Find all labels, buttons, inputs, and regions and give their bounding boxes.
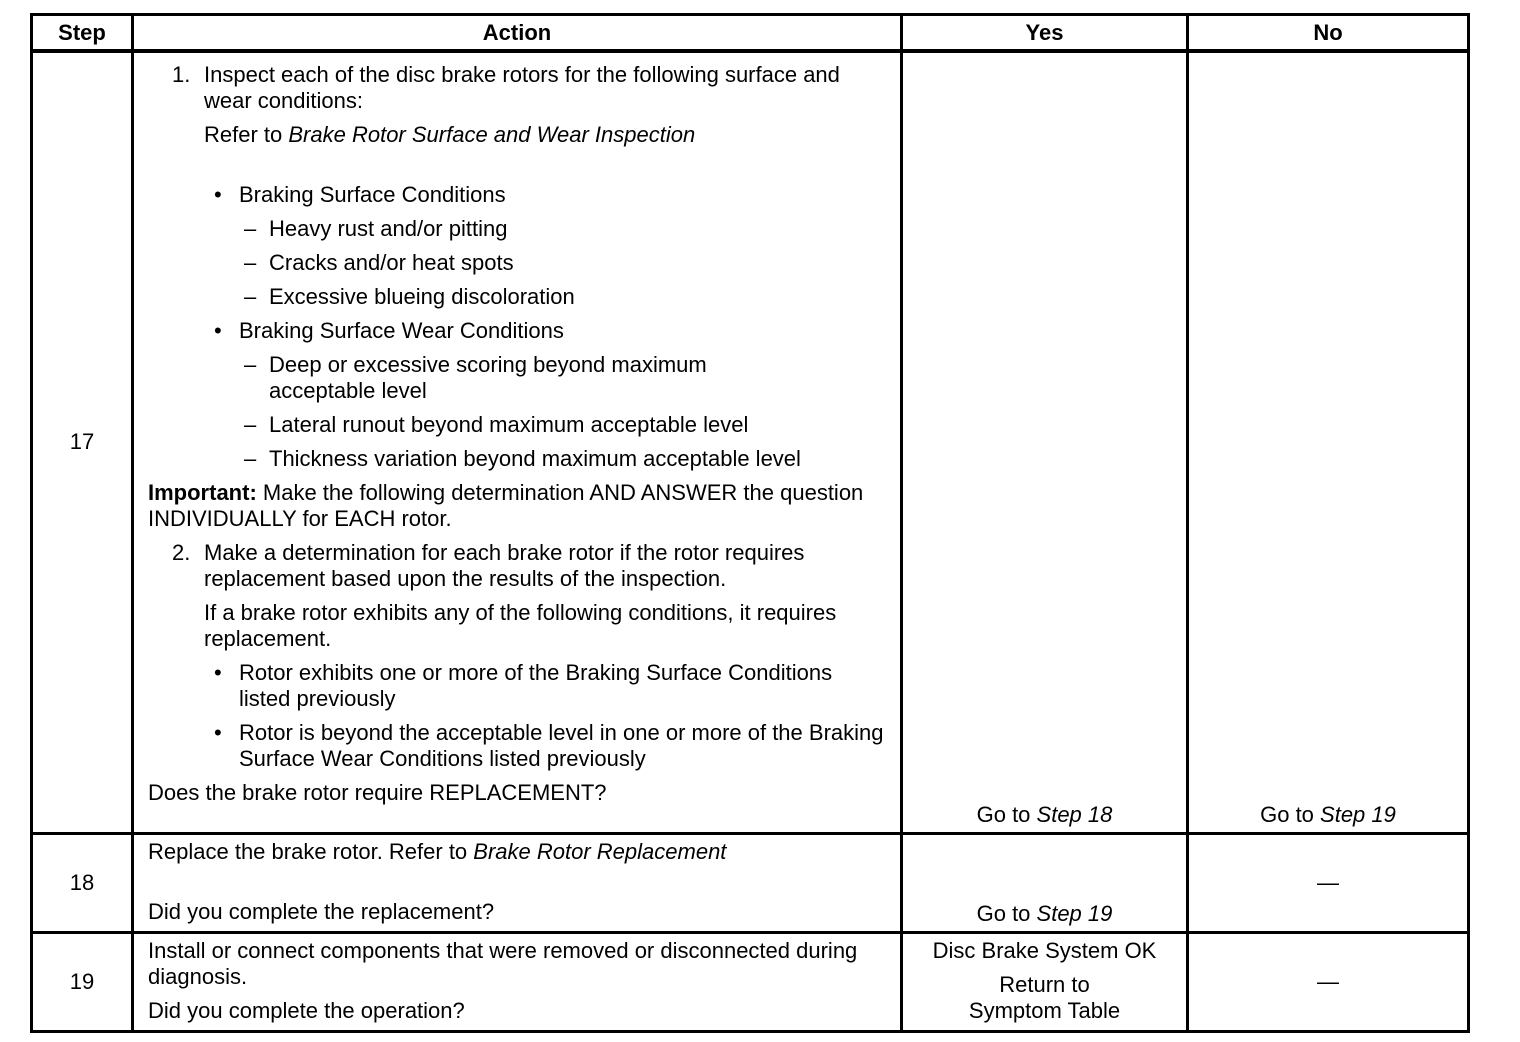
step-number: 18	[32, 833, 133, 932]
item-2-sub: If a brake rotor exhibits any of the following conditions, it requires replacement.	[204, 600, 837, 651]
bullet-text: Braking Surface Conditions	[239, 182, 506, 207]
important-text: Make the following determination AND ANSWER the question INDIVIDUALLY for EACH rotor.	[148, 480, 864, 531]
diagnostic-table	[30, 13, 1470, 1033]
yes-cell	[902, 51, 1188, 833]
action-cell	[133, 51, 902, 833]
dash-icon: –	[244, 446, 257, 471]
list-item-text: Deep or excessive scoring beyond maximum acceptable level	[269, 352, 707, 403]
dash-icon: –	[244, 216, 257, 241]
action-prefix: Replace the brake rotor. Refer to	[148, 838, 474, 864]
table-row-19	[32, 932, 1469, 1031]
item-text: Inspect each of the disc brake rotors for the following surface and wear conditions:	[204, 62, 840, 113]
list-item	[148, 216, 890, 242]
action-link[interactable]: Brake Rotor Replacement	[473, 838, 727, 864]
list-item	[148, 660, 890, 712]
table-row-18	[32, 833, 1469, 932]
list-item	[148, 250, 890, 276]
question-text: Did you complete the operation?	[148, 997, 465, 1023]
yes-cell	[902, 833, 1188, 932]
list-item	[148, 446, 890, 472]
bullet-text: Braking Surface Wear Conditions	[239, 318, 564, 343]
numbered-item-2	[148, 540, 890, 592]
bullet-text: Rotor is beyond the acceptable level in one or more of the Braking Surface Wear Conditions listed previously	[239, 720, 884, 771]
bullet-icon: •	[214, 182, 222, 207]
yes-link[interactable]: Step 18	[1036, 801, 1113, 827]
step-number: 19	[32, 932, 133, 1031]
action-text	[148, 839, 890, 865]
action-text: Install or connect components that were removed or disconnected during diagnosis.	[148, 937, 858, 989]
refer-prefix: Refer to	[204, 122, 289, 147]
no-link[interactable]: Step 19	[1320, 801, 1396, 827]
header-row	[32, 15, 1469, 52]
action-cell	[133, 833, 902, 932]
important-note	[148, 480, 890, 532]
list-item-text: Excessive blueing discoloration	[269, 284, 575, 309]
header-action: Action	[133, 15, 902, 52]
no-prefix: Go to	[1260, 801, 1321, 827]
bullet-icon: •	[214, 720, 222, 745]
refer-link[interactable]: Brake Rotor Surface and Wear Inspection	[288, 122, 696, 147]
item-number: 1.	[172, 62, 191, 87]
list-item-text: Lateral runout beyond maximum acceptable level	[269, 412, 749, 437]
refer-line	[148, 122, 890, 148]
dash-icon: –	[244, 412, 257, 437]
bullet-icon: •	[214, 318, 222, 343]
no-cell: —	[1188, 833, 1469, 932]
step-number: 17	[32, 51, 133, 833]
no-cell	[1188, 51, 1469, 833]
important-label: Important:	[148, 480, 257, 505]
header-yes: Yes	[902, 15, 1188, 52]
list-item-text: Thickness variation beyond maximum acceptable level	[269, 446, 801, 471]
numbered-item-1	[148, 62, 890, 114]
yes-prefix: Go to	[976, 900, 1037, 926]
bullet-icon: •	[214, 660, 222, 685]
dash-icon: –	[244, 284, 257, 309]
bullet-wear	[148, 318, 890, 344]
list-item-text: Heavy rust and/or pitting	[269, 216, 508, 241]
action-cell	[133, 932, 902, 1031]
yes-link[interactable]: Step 19	[1036, 900, 1113, 926]
yes-prefix: Go to	[976, 801, 1037, 827]
bullet-surface	[148, 182, 890, 208]
dash-icon: –	[244, 352, 257, 377]
question-text: Did you complete the replacement?	[148, 898, 495, 924]
header-no: No	[1188, 15, 1469, 52]
list-item	[148, 412, 890, 438]
table-row-17	[32, 51, 1469, 833]
item-text: Make a determination for each brake rotor if the rotor requires replacement based upon the results of the inspection.	[204, 540, 805, 591]
question-text: Does the brake rotor require REPLACEMENT?	[148, 780, 607, 805]
bullet-text: Rotor exhibits one or more of the Braking Surface Conditions listed previously	[239, 660, 833, 711]
yes-line-1: Disc Brake System OK	[932, 937, 1157, 963]
item-number: 2.	[172, 540, 191, 565]
header-step: Step	[32, 15, 133, 52]
dash-icon: –	[244, 250, 257, 275]
no-cell: —	[1188, 932, 1469, 1031]
yes-line-3[interactable]: Symptom Table	[968, 997, 1121, 1023]
list-item	[148, 284, 890, 310]
list-item	[148, 352, 890, 404]
yes-cell	[902, 932, 1188, 1031]
list-item	[148, 720, 890, 772]
yes-line-2[interactable]: Return to	[999, 971, 1090, 997]
list-item-text: Cracks and/or heat spots	[269, 250, 514, 275]
